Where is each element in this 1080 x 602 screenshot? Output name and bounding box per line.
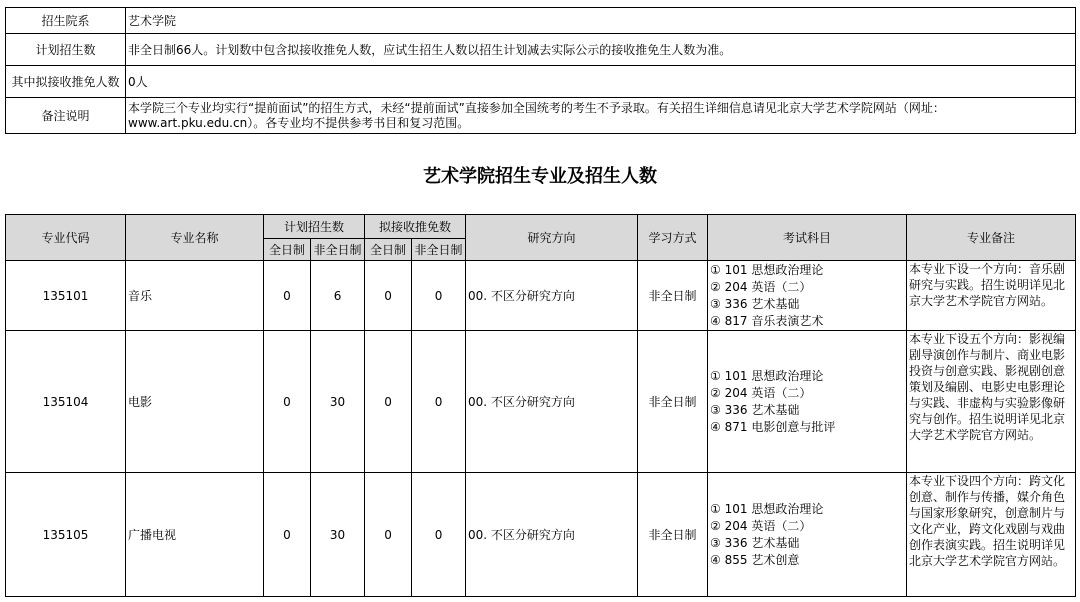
plan-full-count: 0 [264,473,311,597]
rec-part-count: 0 [412,261,466,331]
department-label: 招生院系 [6,8,126,34]
info-table [5,7,1076,134]
majors-table [5,214,1076,597]
research-direction: 00. 不区分研究方向 [466,473,638,597]
major-remark: 本专业下设五个方向：影视编剧导演创作与制片、商业电影投资与创意实践、影视剧创意策划及编剧、电影史电影理论与实践、非虚构与实验影像研究与创作。招生说明详见北京大学艺术学院官方网站。 [907,331,1076,473]
exam-subjects [708,473,907,597]
major-name: 音乐 [126,261,264,331]
rec-part-count: 0 [412,331,466,473]
rec-full-count: 0 [365,331,412,473]
major-code: 135105 [6,473,126,597]
exam-subject: ④ 871 电影创意与批评 [710,419,836,434]
exam-subject: ② 204 英语（二） [710,385,812,400]
header-name: 专业名称 [126,215,264,261]
rec-part-count: 0 [412,473,466,597]
plan-value: 非全日制66人。计划数中包含拟接收推免人数，应试生招生人数以招生计划减去实际公示的接收推免生人数为准。 [126,34,1076,66]
exam-subject: ① 101 思想政治理论 [710,262,824,277]
header-mode: 学习方式 [638,215,708,261]
exam-subject: ① 101 思想政治理论 [710,501,824,516]
major-remark: 本专业下设一个方向：音乐剧研究与实践。招生说明详见北京大学艺术学院官方网站。 [907,261,1076,331]
table-row [6,473,1076,597]
plan-full-count: 0 [264,331,311,473]
header-remark: 专业备注 [907,215,1076,261]
research-direction: 00. 不区分研究方向 [466,331,638,473]
plan-part-count: 6 [311,261,365,331]
study-mode: 非全日制 [638,261,708,331]
header-plan-full: 全日制 [264,239,311,261]
exam-subject: ② 204 英语（二） [710,518,812,533]
recommend-value: 0人 [126,66,1076,98]
section-title: 艺术学院招生专业及招生人数 [423,166,657,187]
exam-subject: ① 101 思想政治理论 [710,368,824,383]
header-row-1 [6,215,1076,239]
major-remark: 本专业下设四个方向：跨文化创意、制作与传播，媒介角色与国家形象研究，创意制片与文化产业，跨文化戏剧与戏曲创作表演实践。招生说明详见北京大学艺术学院官方网站。 [907,473,1076,597]
table-row [6,331,1076,473]
exam-subject: ③ 336 艺术基础 [710,296,800,311]
research-direction: 00. 不区分研究方向 [466,261,638,331]
plan-full-count: 0 [264,261,311,331]
study-mode: 非全日制 [638,473,708,597]
study-mode: 非全日制 [638,331,708,473]
exam-subject: ② 204 英语（二） [710,279,812,294]
info-row-plan [6,34,1076,66]
department-value: 艺术学院 [126,8,1076,34]
exam-subject: ③ 336 艺术基础 [710,535,800,550]
header-recommend: 拟接收推免数 [365,215,466,239]
plan-part-count: 30 [311,331,365,473]
header-rec-part: 非全日制 [412,239,466,261]
info-row-remarks [6,98,1076,134]
recommend-label: 其中拟接收推免人数 [6,66,126,98]
rec-full-count: 0 [365,261,412,331]
remarks-value: 本学院三个专业均实行“提前面试”的招生方式，未经“提前面试”直接参加全国统考的考生不予录取。有关招生详细信息请见北京大学艺术学院网站（网址：www.art.pku.edu.cn）。各专业均不提供参考书目和复习范围。 [126,98,1076,134]
header-rec-full: 全日制 [365,239,412,261]
header-direction: 研究方向 [466,215,638,261]
table-row [6,261,1076,331]
plan-label: 计划招生数 [6,34,126,66]
info-row-department [6,8,1076,34]
info-row-recommend [6,66,1076,98]
major-name: 电影 [126,331,264,473]
header-plan-part: 非全日制 [311,239,365,261]
rec-full-count: 0 [365,473,412,597]
major-code: 135101 [6,261,126,331]
exam-subjects [708,331,907,473]
plan-part-count: 30 [311,473,365,597]
exam-subject: ④ 855 艺术创意 [710,552,800,567]
exam-subject: ④ 817 音乐表演艺术 [710,313,824,328]
header-plan: 计划招生数 [264,215,365,239]
exam-subject: ③ 336 艺术基础 [710,402,800,417]
exam-subjects [708,261,907,331]
header-code: 专业代码 [6,215,126,261]
major-code: 135104 [6,331,126,473]
major-name: 广播电视 [126,473,264,597]
header-subjects: 考试科目 [708,215,907,261]
remarks-label: 备注说明 [6,98,126,134]
